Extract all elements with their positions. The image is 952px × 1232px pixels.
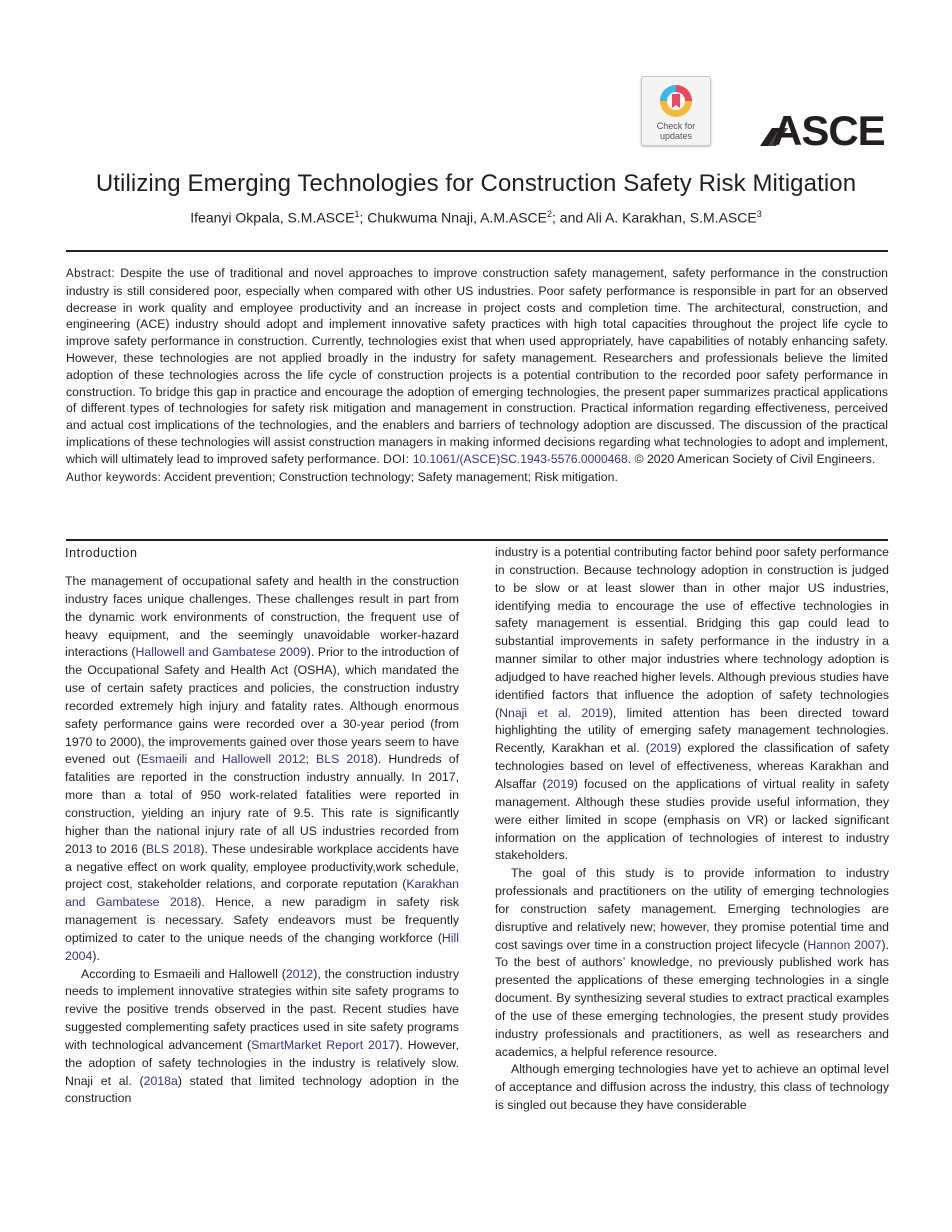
paragraph-text: ) stated that limited technology adoption in the construction <box>65 1073 459 1106</box>
citation-link[interactable]: 2012 <box>285 966 314 981</box>
abstract-label: Abstract: <box>66 268 115 280</box>
citation-link[interactable]: Hannon 2007 <box>807 937 882 952</box>
paragraph-text: The goal of this study is to provide information to industry professionals and practitioners on the utility of emerging technologies for construction safety management. Emerging technologies are disruptive and relatively new; however, they promise potential time and cost savings over time in a construction project lifecycle ( <box>495 866 889 952</box>
badge-text-line2: updates <box>659 131 693 141</box>
citation-link[interactable]: Nnaji et al. 2019 <box>499 705 609 720</box>
paragraph-text: ), limited attention has been directed toward highlighting the utility of emerging safety management technologies. Recently, Karakhan et al. ( <box>495 705 890 756</box>
author-affiliation-mark: 2 <box>547 209 553 219</box>
paragraph <box>65 573 459 966</box>
citation-link[interactable]: Esmaeili and Hallowell 2012 <box>140 752 306 767</box>
copyright: . © 2020 American Society of Civil Engineers. <box>627 451 876 466</box>
paragraph <box>495 544 889 865</box>
author-keywords <box>66 469 888 487</box>
author-list: Ifeanyi Okpala, S.M.ASCE$^1$; Chukwuma Nnaji, A.M.ASCE$^2$; and Ali A. Karakhan, S.M.ASCE$^3$ <box>190 209 762 226</box>
keywords-label: Author keywords: <box>66 471 162 484</box>
citation-link[interactable]: 2019 <box>649 741 678 756</box>
paper-title: Utilizing Emerging Technologies for Construction Safety Risk Mitigation <box>95 170 857 197</box>
asce-logo <box>758 106 888 148</box>
section-title: Introduction <box>65 546 138 560</box>
paragraph-text: ). Prior to the introduction of the Occupational Safety and Health Act (OSHA), which mandated the use of certain safety practices and policies, the construction industry recorded extremely high injury and fatality rates. Although enormous safety performance gains were recorded over a 30-year period (from 1970 to 2000), the improvements gained over those years seem to have evened out ( <box>65 645 459 767</box>
right-column <box>495 544 889 1115</box>
abstract <box>66 265 888 486</box>
paragraph-text: According to Esmaeili and Hallowell ( <box>81 966 286 981</box>
paragraph-text: ). <box>92 948 100 963</box>
citation-link[interactable]: Hallowell and Gambatese 2009 <box>135 645 307 660</box>
section-rule <box>66 539 888 541</box>
top-rule <box>66 250 888 252</box>
doi-link[interactable]: 10.1061/(ASCE)SC.1943-5576.0000468 <box>412 451 628 466</box>
svg-text:ASCE: ASCE <box>772 107 885 148</box>
paragraph-text: ). To the best of authors’ knowledge, no previously published work has presented the applications of these emerging technologies in a single document. By synthesizing several studies to extract practical examples of the use of these emerging technologies, the present study provides industry professionals and practitioners, as well as researchers and academics, a helpful reference resource. <box>495 937 889 1059</box>
paragraph-text: ), the construction industry needs to implement innovative strategies within site safety programs to revive the positive trends observed in the past. Recent studies have suggested complementing safety practices used in site safety programs with technological advancement ( <box>65 966 459 1052</box>
doi-label: DOI: <box>383 451 410 466</box>
paragraph-text: Although emerging technologies have yet to achieve an optimal level of acceptance and diffusion across the industry, this class of technology is singled out because they have considerable <box>495 1062 889 1113</box>
paragraph <box>65 966 459 1109</box>
author-name: Ali A. Karakhan, S.M.ASCE <box>586 209 757 226</box>
citation-link[interactable]: BLS 2018 <box>316 752 374 767</box>
citation-link[interactable]: 2018a <box>143 1073 178 1088</box>
author-affiliation-mark: 3 <box>756 209 762 219</box>
author-affiliation-mark: 1 <box>354 209 360 219</box>
citation-link[interactable]: Hill 2004 <box>65 930 459 963</box>
paragraph-text: ). Hundreds of fatalities are reported in the construction industry annually. In 2017, more than a total of 950 work-related fatalities were reported in construction, yielding an injury rate of 9.5. This rate is significantly higher than the national injury rate of all US industries recorded from 2013 to 2016 ( <box>65 752 459 856</box>
paragraph-text: ; <box>305 752 317 767</box>
author-name: Chukwuma Nnaji, A.M.ASCE <box>367 209 547 226</box>
author-name: Ifeanyi Okpala, S.M.ASCE <box>190 209 355 226</box>
badge-text-line1: Check for <box>656 121 696 131</box>
paragraph-text: ) explored the classification of safety technologies based on level of effectiveness, whereas Karakhan and Alsaffar ( <box>495 741 890 791</box>
left-column <box>65 545 459 1108</box>
paragraph-text: ). However, the adoption of safety technologies in the industry is relatively slow. Nnaji et al. ( <box>65 1037 459 1088</box>
paragraph-text: ). These undesirable workplace accidents have a negative effect on work quality, employee productivity,work schedule, project cost, stakeholder relations, and corporate reputation ( <box>65 841 460 892</box>
paragraph-text: The management of occupational safety and health in the construction industry faces unique challenges. These challenges result in part from the dynamic work environments of construction, the frequent use of heavy equipment, and the seemingly unavoidable worker-hazard interactions ( <box>65 574 459 660</box>
paragraph-text: ) focused on the applications of virtual reality in safety management. Although these studies provide useful information, they were either limited in scope (emphasis on VR) or lacked significant information on the application of technologies of interest to industry stakeholders. <box>495 776 889 863</box>
paragraph-text: ). Hence, a new paradigm in safety risk management is necessary. Safety endeavors must be frequently optimized to cater to the unique needs of the changing workforce ( <box>65 895 459 945</box>
citation-link[interactable]: SmartMarket Report 2017 <box>251 1037 396 1052</box>
paragraph <box>495 865 889 1061</box>
paragraph <box>495 1061 889 1115</box>
check-for-updates-badge[interactable] <box>641 76 711 146</box>
abstract-text: Despite the use of traditional and novel approaches to improve construction safety management, safety performance in the construction industry is still considered poor, especially when compared with other US industries. Poor safety performance is responsible in part for an observed decrease in work quality and employee productivity and an increase in project costs and completion time. The architectural, construction, and engineering (ACE) industry should adopt and implement innovative safety practices with high total capacities throughout the project life cycle to improve safety performance in construction. Currently, technologies exist that when used appropriately, have capabilities of notably enhancing safety. However, these technologies are not applied broadly in the industry for safety management. Researchers and professionals believe the limited adoption of these technologies across the life cycle of construction projects is a potential contribution to the recorded poor safety performance in construction. To bridge this gap in practice and encourage the adoption of emerging technologies, the present paper summarizes practical applications of different types of technologies for safety risk mitigation and management in construction. Practical information regarding effectiveness, perceived and actual cost implications of the technologies, and the enablers and barriers of technology adoption are discussed. The discussion of the practical implications of these technologies will assist construction managers in making informed decisions regarding what technologies to adopt and implement, which will ultimately lead to improved safety performance. <box>66 266 888 466</box>
right-column-text <box>495 544 889 1115</box>
paragraph-text: industry is a potential contributing factor behind poor safety performance in construction. Because technology adoption in construction is judged to be slow or at least slower than in other major US industries, identifying media to encourage the use of effective technologies in safety management is essential. Bridging this gap could lead to substantial improvements in safety performance in the industry in a manner similar to other major industries where technology adoption is adjudged to have reached higher levels. Although previous studies have identified factors that influence the adoption of safety technologies ( <box>495 545 889 720</box>
citation-link[interactable]: BLS 2018 <box>145 841 201 856</box>
crossmark-icon <box>658 83 694 119</box>
keywords-text: Accident prevention; Construction technology; Safety management; Risk mitigation. <box>164 469 618 484</box>
citation-link[interactable]: 2019 <box>546 776 574 791</box>
left-column-text <box>65 573 459 1108</box>
citation-link[interactable]: Karakhan and Gambatese 2018 <box>65 877 459 910</box>
